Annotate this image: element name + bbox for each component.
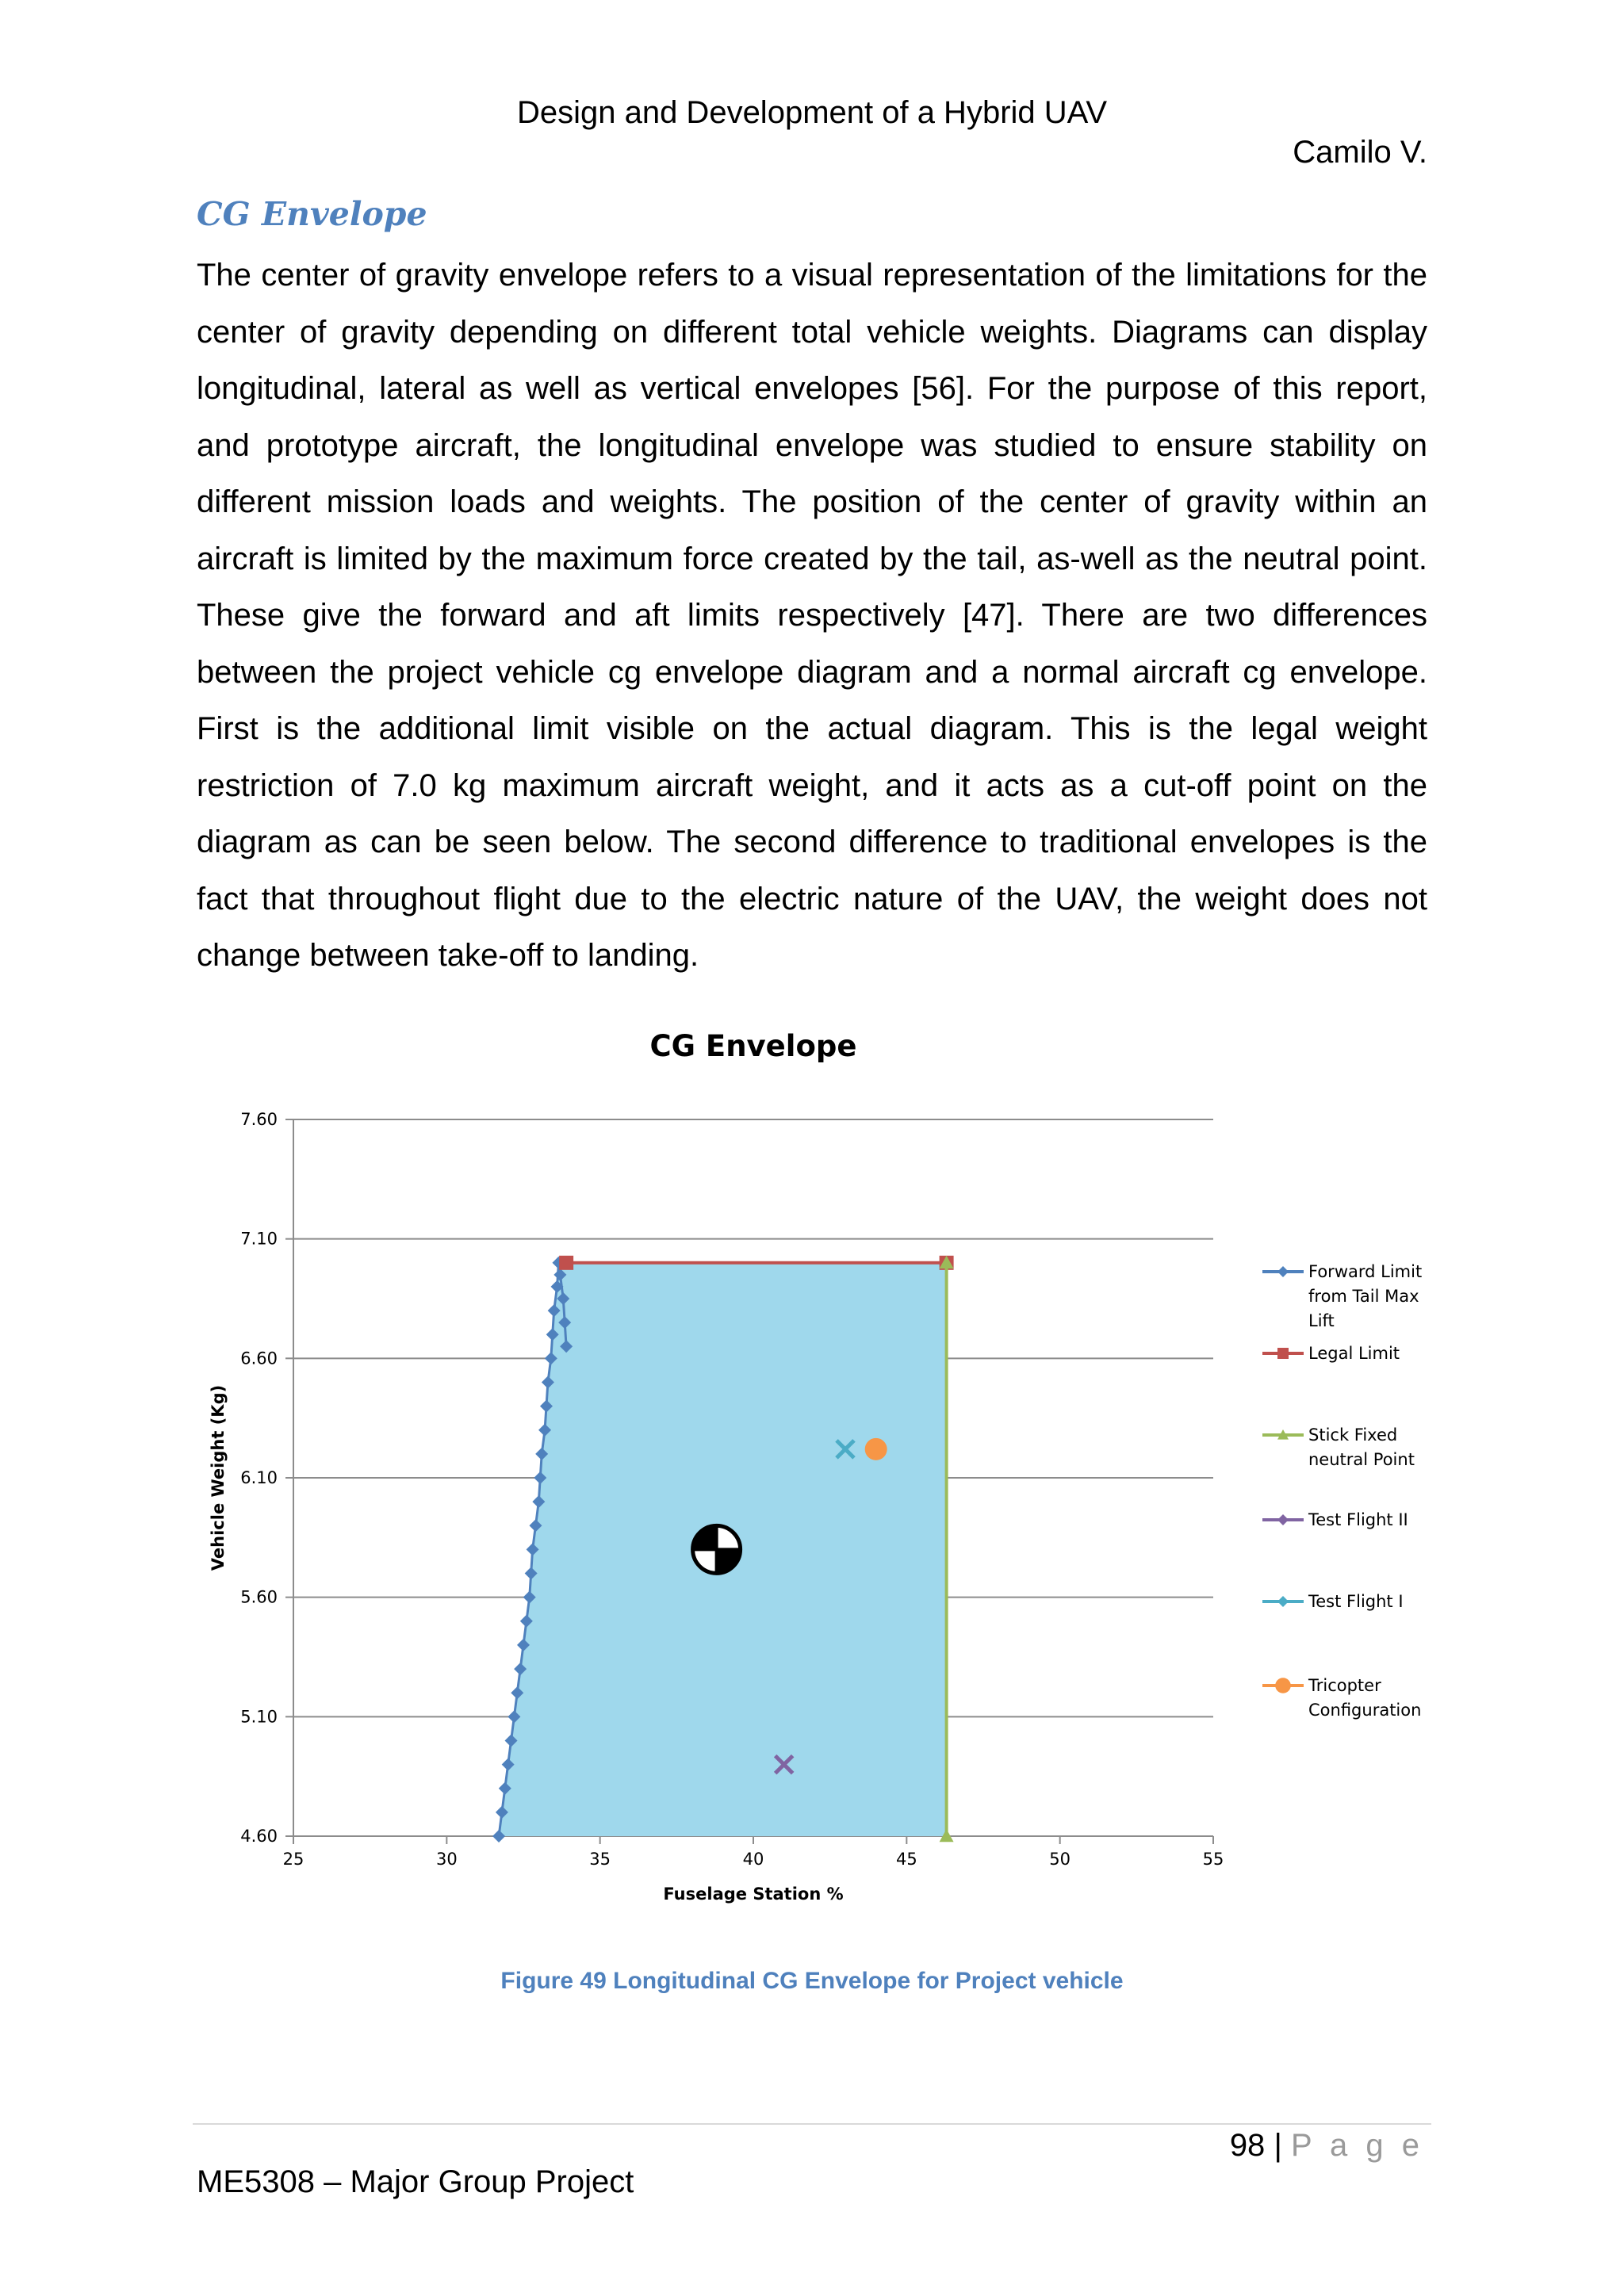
legend-label: Legal Limit bbox=[1308, 1344, 1400, 1363]
legal-limit-point bbox=[559, 1256, 573, 1270]
header-author: Camilo V. bbox=[1293, 135, 1427, 170]
legend-label: Test Flight II bbox=[1308, 1510, 1408, 1529]
y-tick-label: 4.60 bbox=[240, 1827, 278, 1846]
y-axis-label: Vehicle Weight (Kg) bbox=[209, 1384, 228, 1571]
y-tick-label: 5.60 bbox=[240, 1587, 278, 1607]
legend-swatch-marker bbox=[1277, 1266, 1289, 1277]
x-axis-label: Fuselage Station % bbox=[663, 1885, 844, 1904]
y-tick-label: 6.10 bbox=[240, 1468, 278, 1487]
y-tick-label: 5.10 bbox=[240, 1707, 278, 1727]
legend-label: Test Flight I bbox=[1308, 1592, 1404, 1611]
legend-label: Forward Limit bbox=[1308, 1262, 1423, 1281]
legend-label: Lift bbox=[1308, 1311, 1335, 1330]
footer-divider bbox=[193, 2123, 1431, 2125]
x-tick-label: 40 bbox=[742, 1850, 764, 1869]
page-number-value: 98 bbox=[1229, 2128, 1266, 2163]
figure-caption: Figure 49 Longitudinal CG Envelope for Project vehicle bbox=[500, 1968, 1124, 1994]
x-tick-label: 55 bbox=[1202, 1850, 1224, 1869]
y-tick-label: 6.60 bbox=[240, 1349, 278, 1368]
legend-label: from Tail Max bbox=[1308, 1287, 1419, 1306]
legend-swatch-marker bbox=[1277, 1514, 1289, 1525]
y-tick-label: 7.60 bbox=[240, 1110, 278, 1129]
legend-label: Tricopter bbox=[1308, 1676, 1381, 1695]
x-tick-label: 30 bbox=[435, 1850, 458, 1869]
legend-label: Stick Fixed bbox=[1308, 1425, 1398, 1445]
legend-label: Configuration bbox=[1308, 1701, 1422, 1720]
x-tick-label: 50 bbox=[1049, 1850, 1071, 1869]
x-tick-label: 25 bbox=[282, 1850, 304, 1869]
legend-swatch-marker bbox=[1277, 1348, 1289, 1359]
chart-root bbox=[209, 1029, 1422, 1904]
page-word: P a g e bbox=[1290, 2128, 1424, 2163]
legend-swatch-marker bbox=[1275, 1678, 1291, 1693]
x-tick-label: 35 bbox=[589, 1850, 611, 1869]
body-paragraph: The center of gravity envelope refers to a visual representation of the limitations for the center of gravity depending on different total vehicle weights. Diagrams can display longitudinal, lateral as well as vertical envelopes [56]. For the purpose of this report, and prototype aircraft, the longitudinal envelope was studied to ensure stability on different mission loads and weights. The position of the center of gravity within an aircraft is limited by the maximum force created by the tail, as-well as the neutral point. These give the forward and aft limits respectively [47]. There are two differences between the project vehicle cg envelope diagram and a normal aircraft cg envelope. First is the additional limit visible on the actual diagram. This is the legal weight restriction of 7.0 kg maximum aircraft weight, and it acts as a cut-off point on the diagram as can be seen below. The second difference to traditional envelopes is the fact that throughout flight due to the electric nature of the UAV, the weight does not change between take-off to landing. bbox=[197, 258, 1427, 973]
series-point-5 bbox=[865, 1438, 887, 1460]
chart-title: CG Envelope bbox=[649, 1029, 857, 1063]
cg-envelope-chart bbox=[209, 991, 1443, 1927]
x-tick-label: 45 bbox=[895, 1850, 917, 1869]
footer-course: ME5308 – Major Group Project bbox=[197, 2164, 634, 2199]
cg-envelope-chart-svg bbox=[209, 991, 1443, 1927]
page-number bbox=[1230, 2128, 1424, 2164]
header-title: Design and Development of a Hybrid UAV bbox=[516, 95, 1108, 130]
legend-label: neutral Point bbox=[1308, 1450, 1415, 1469]
legend-swatch-marker bbox=[1277, 1596, 1289, 1607]
section-heading: CG Envelope bbox=[197, 195, 427, 233]
y-tick-label: 7.10 bbox=[240, 1229, 278, 1249]
page-number-separator: | bbox=[1274, 2128, 1282, 2163]
